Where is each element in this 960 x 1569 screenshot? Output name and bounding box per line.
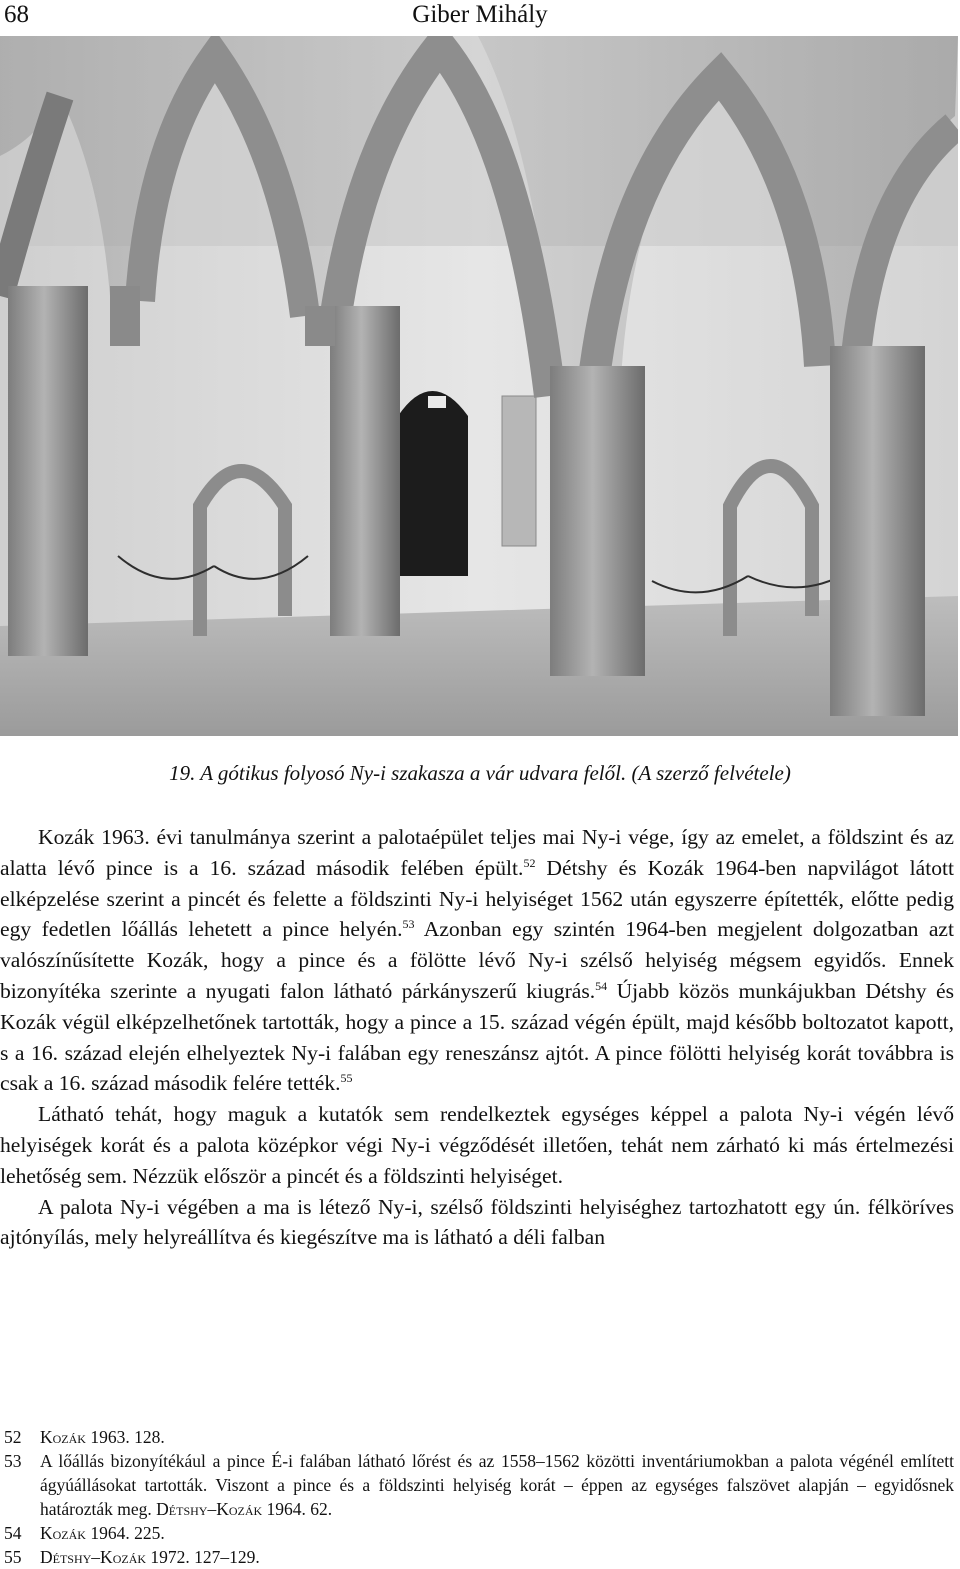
paragraph-1-text-b: Détshy és Kozák 1964-ben napvilágot látott elképzelése szerint a pincét és felette a földszinti Ny-i helyiséget 1562 után egyszerre építették, előtte pedig egy fedetlen lőállás lehetett a pince helyén.	[0, 855, 954, 942]
footnote-number: 53	[4, 1451, 22, 1471]
footnote-number: 52	[4, 1427, 22, 1447]
footnote-citation: 1964. 62.	[262, 1499, 333, 1519]
body-text	[0, 822, 954, 1253]
paragraph-1-text-a: Kozák 1963. évi tanulmánya szerint a palotaépület teljes mai Ny-i vége, így az emelet, a földszint és az alatta lévő pince is a 16. század második felében épült.	[0, 825, 954, 880]
figure-caption: 19. A gótikus folyosó Ny-i szakasza a vár udvara felől. (A szerző felvétele)	[169, 761, 791, 785]
pillar-4	[830, 346, 925, 716]
footnote-number: 55	[4, 1547, 22, 1567]
gothic-arcade-illustration	[0, 36, 958, 736]
page-header	[0, 0, 960, 34]
pillar-1	[8, 286, 88, 656]
footnote-52	[0, 1425, 954, 1449]
footnote-author: Détshy–Kozák	[156, 1499, 263, 1519]
door	[398, 391, 468, 576]
wall-niche	[502, 396, 536, 546]
footnotes	[0, 1425, 954, 1569]
paragraph-2: Látható tehát, hogy maguk a kutatók sem rendelkeztek egységes képpel a palota Ny-i végén lévő helyiségek korát és a palota középkor végi Ny-i végződését illetően, tehát nem zárható ki más értelmezési lehetőség sem. Nézzük először a pincét és a földszinti helyiséget.	[0, 1102, 954, 1188]
footnote-53	[0, 1449, 954, 1521]
capital-1	[110, 286, 140, 346]
footnote-citation: 1972. 127–129.	[146, 1547, 260, 1567]
figure-photo	[0, 36, 958, 736]
footnote-55	[0, 1545, 954, 1569]
footnote-ref-54[interactable]: 54	[595, 978, 608, 993]
pillar-3	[550, 366, 645, 676]
page-number: 68	[4, 1, 29, 28]
capital-2	[305, 306, 335, 346]
paragraph-1	[0, 822, 954, 1099]
footnote-number: 54	[4, 1523, 22, 1543]
footnote-ref-55[interactable]: 55	[340, 1071, 353, 1086]
paragraph-1-text-c: Azonban egy szintén 1964-ben megjelent dolgozatban azt valószínűsítette Kozák, hogy a pince és a fölötte lévő Ny-i szélső helyiség mégsem egyidős. Ennek bizonyítéka szerinte a nyugati falon látható párkányszerű kiugrás.	[0, 917, 954, 1003]
footnote-author: Kozák	[40, 1427, 86, 1447]
footnote-ref-52[interactable]: 52	[523, 855, 536, 870]
footnote-citation: 1964. 225.	[85, 1523, 165, 1543]
footnote-54	[0, 1521, 954, 1545]
paragraph-3: A palota Ny-i végében a ma is létező Ny-i, szélső földszinti helyiséghez tartozhatott egy ún. félköríves ajtónyílás, mely helyreállítva és kiegészítve ma is látható a déli falban	[0, 1194, 954, 1250]
footnote-ref-53[interactable]: 53	[402, 917, 415, 932]
paragraph-1-text-d: Újabb közös munkájukban Détshy és Kozák végül elképzelhetőnek tartották, hogy a pince a 15. század végén épült, majd később boltozatot kapott, s a 16. század elején elhelyeztek Ny-i falában egy reneszánsz ajtót. A pince fölötti helyiség korát továbbra is csak a 16. század második felére tették.	[0, 978, 954, 1096]
door-sign	[428, 396, 446, 408]
footnote-author: Détshy–Kozák	[40, 1547, 147, 1567]
footnote-citation: 1963. 128.	[85, 1427, 165, 1447]
footnote-text: A lőállás bizonyítékául a pince É-i falában látható lőrést és az 1558–1562 közötti inventáriumokban a palota végénél említett ágyúállásokat tartották. Viszont a pince és a földszinti helyiség korát – éppen az egységes falszövet alapján – egyidősnek határozták meg.	[40, 1451, 954, 1519]
running-head: Giber Mihály	[412, 1, 548, 28]
footnote-author: Kozák	[40, 1523, 86, 1543]
pillar-2	[330, 306, 400, 636]
